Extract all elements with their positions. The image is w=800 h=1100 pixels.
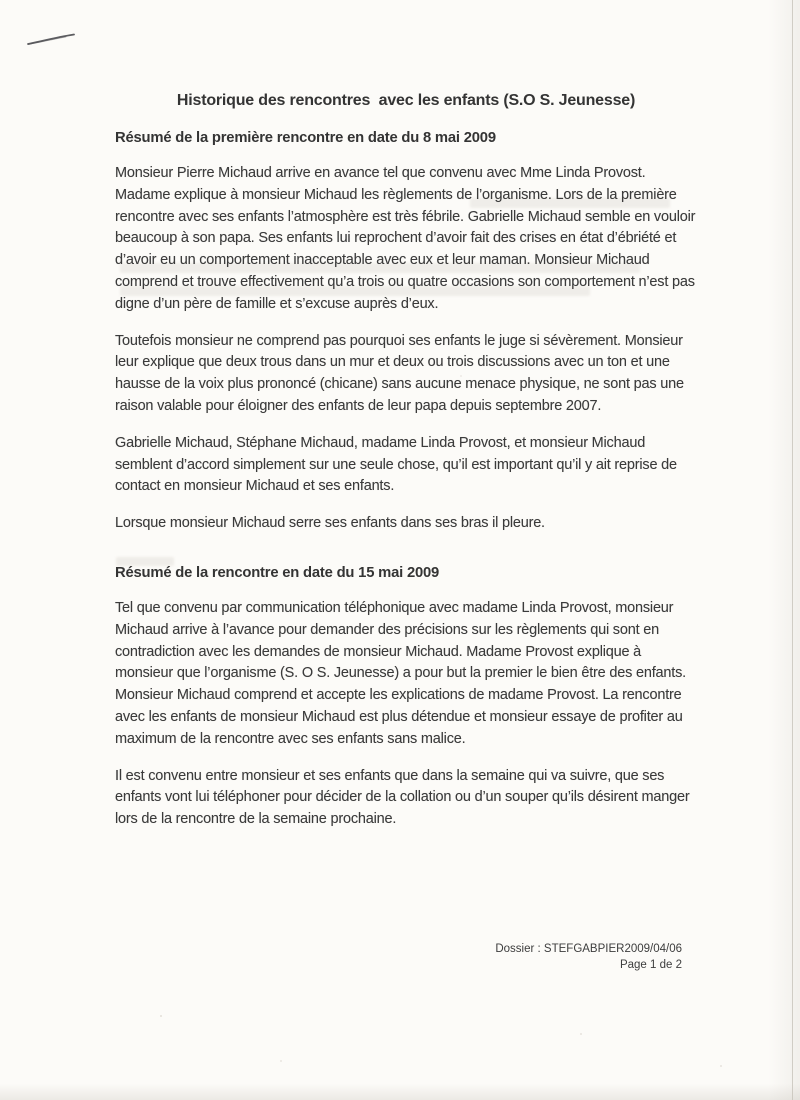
paragraph: Monsieur Pierre Michaud arrive en avance tel que convenu avec Mme Linda Provost. Madame explique à monsieur Michaud les règlements de l’organisme. Lors de la première rencontre avec ses enfants l’atmosphère est très fébrile. Gabrielle Michaud semble en vouloir beaucoup à son papa. Ses enfants lui reprochent d’avoir fait des crises en état d’ébriété et d’avoir eu un comportement inacceptable avec eux et leur maman. Monsieur Michaud comprend et trouve effectivement qu’a trois ou quatre occasions son comportement n’est pas digne d’un père de famille et s’excuse auprès d’eux. [115, 165, 696, 312]
paper-speckles-artifact [160, 1015, 162, 1017]
footer-dossier-reference: Dossier : STEFGABPIER2009/04/06 [495, 943, 682, 955]
paragraph: Toutefois monsieur ne comprend pas pourquoi ses enfants le juge si sévèrement. Monsieur leur explique que deux trous dans un mur et deux ou trois discussions avec un ton et une hausse de la voix plus prononcé (chicane) sans aucune menace physique, ne sont pas une raison valable pour éloigner des enfants de leur papa depuis septembre 2007. [115, 332, 684, 414]
section-second-meeting [115, 565, 697, 831]
pen-mark-artifact [26, 31, 78, 47]
document-footer [495, 941, 682, 973]
paragraph: Il est convenu entre monsieur et ses enfants que dans la semaine qui va suivre, que ses enfants vont lui téléphoner pour décider de la collation ou d’un souper qu’ils désirent manger lors de la rencontre de la semaine prochaine. [115, 767, 690, 828]
paragraph: Lorsque monsieur Michaud serre ses enfants dans ses bras il pleure. [115, 515, 545, 532]
footer-page-number: Page 1 de 2 [619, 959, 682, 971]
section-heading: Résumé de la première rencontre en date du 8 mai 2009 [115, 130, 496, 146]
section-heading: Résumé de la rencontre en date du 15 mai 2009 [115, 564, 440, 581]
scan-edge-line-artifact [792, 0, 793, 1100]
paragraph: Tel que convenu par communication téléphonique avec madame Linda Provost, monsieur Michaud arrive à l’avance pour demander des précisions sur les règlements qui sont en contradiction avec les demandes de monsieur Michaud. Madame Provost explique à monsieur que l’organisme (S. O S. Jeunesse) a pour but la premier le bien être des enfants. Monsieur Michaud comprend et accepte les explications de madame Provost. La rencontre avec les enfants de monsieur Michaud est plus détendue et monsieur essaye de profiter au maximum de la rencontre avec ses enfants sans malice. [115, 599, 686, 747]
section-first-meeting [115, 130, 697, 535]
paragraph: Gabrielle Michaud, Stéphane Michaud, madame Linda Provost, et monsieur Michaud semblent d’accord simplement sur une seule chose, qu’il est important qu’il y ait reprise de contact en monsieur Michaud et ses enfants. [115, 434, 677, 495]
document-content [115, 92, 697, 846]
document-title: Historique des rencontres avec les enfants (S.O S. Jeunesse) [176, 92, 636, 109]
